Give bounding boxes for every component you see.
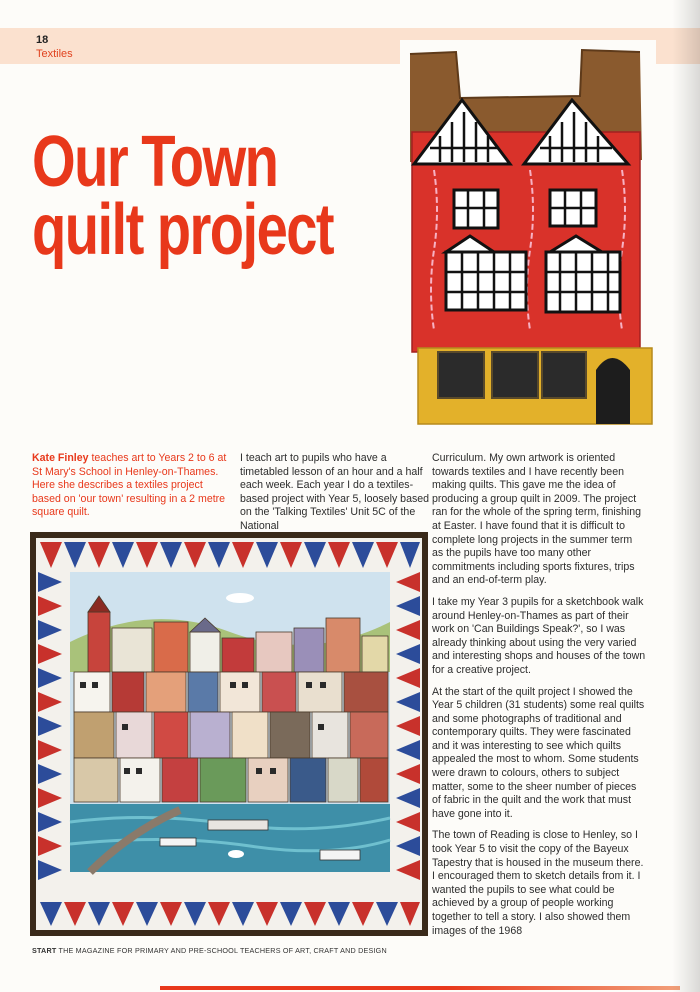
intro-text: teaches art to Years 2 to 6 at St Mary's School in Henley-on-Thames. Here she describes a textiles project based on 'our town' resulting in a 2 metre square quilt. — [32, 452, 227, 519]
bottom-accent-bar — [160, 986, 680, 990]
col3-paragraph-3: At the start of the quilt project I showed the Year 5 children (31 students) some real quilts and some photographs of traditional and contemporary quilts. They were fascinated and it was interesting to see which quilts appealed the most to whom. Some students were drawn to colours, others to subject matter, some to the sheer number of pieces of fabric in the quilt and the work that must have gone into it. — [432, 685, 645, 820]
footer-tagline: THE MAGAZINE FOR PRIMARY AND PRE-SCHOOL TEACHERS OF ART, CRAFT AND DESIGN — [56, 946, 387, 955]
article-title — [32, 122, 334, 270]
col3-paragraph-2: I take my Year 3 pupils for a sketchbook walk around Henley-on-Thames as part of their work on 'Can Buildings Speak?', so I was already thinking about using the very varied and interesting shops and houses of the town for a creative project. — [432, 595, 646, 676]
body-column-3 — [432, 452, 646, 946]
section-label: Textiles — [36, 48, 73, 60]
title-line-1: Our Town — [32, 122, 278, 202]
col3-paragraph-4: The town of Reading is close to Henley, so I took Year 5 to visit the copy of the Bayeux Tapestry that is housed in the museum there. I encouraged them to sketch details from it. I wanted the pupils to see what could be achieved by a group of people working together to tell a story. I also showed them images of the 1968 — [432, 829, 644, 937]
body-column-2 — [240, 452, 430, 542]
author-name: Kate Finley — [32, 452, 89, 464]
page-spine-shadow — [672, 0, 700, 992]
footer-brand: START — [32, 946, 57, 955]
town-quilt-image — [30, 532, 428, 936]
footer — [32, 946, 387, 955]
house-quilt-image — [400, 40, 656, 430]
intro-column — [32, 452, 230, 528]
col2-paragraph-1: I teach art to pupils who have a timetabled lesson of an hour and a half each week. Each year I do a textiles-based project with Year 5, loosely based on the 'Talking Textiles' Unit 5C of the National — [240, 452, 430, 532]
page-number: 18 — [36, 34, 49, 46]
col3-paragraph-1: Curriculum. My own artwork is oriented towards textiles and I have recently been making quilts. This gave me the idea of producing a group quilt in 2009. The project ran for the whole of the spring term, finishing at Easter. I have found that it is difficult to complete long projects in the summer term as the pupils have too many other commitments including sports fixtures, trips and an end-of-term play. — [432, 452, 642, 587]
title-line-2: quilt project — [32, 190, 334, 270]
